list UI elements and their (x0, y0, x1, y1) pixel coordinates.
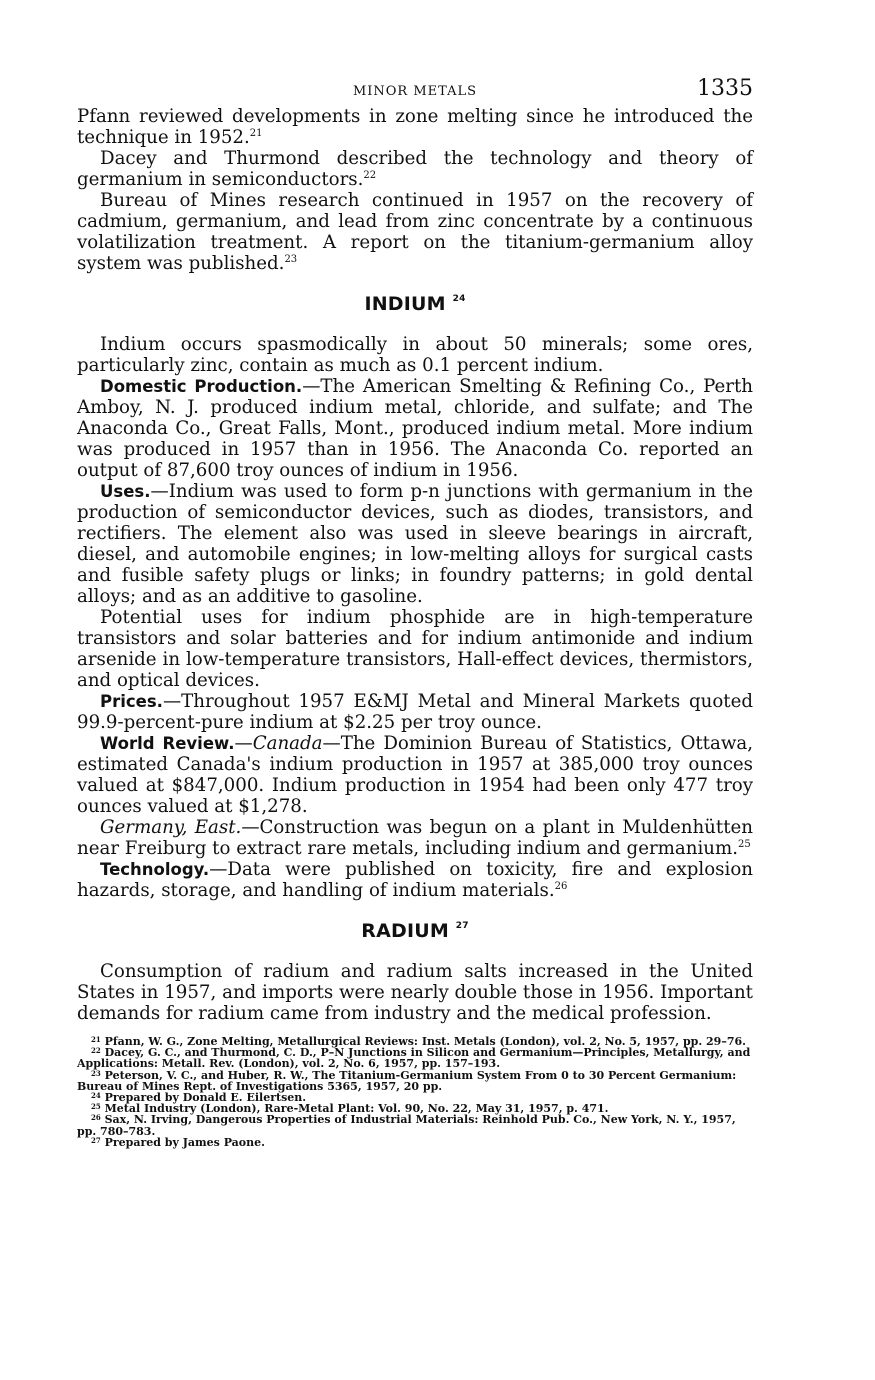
footnote: $^{27}$ Prepared by James Paone. (91, 1135, 265, 1149)
country-label: Canada (252, 733, 323, 754)
run-in-heading: Uses. (100, 482, 151, 501)
footnote: $^{22}$ Dacey, G. C., and Thurmond, C. D., P–N Junctions in Silicon and Germanium—Principles, Metallurgy, and Applications: Metall. Rev. (London), vol. 2, No. 6, 1957, pp. 157–193. (77, 1046, 751, 1071)
paragraph-technology: Technology.—Data were published on toxicity, fire and explosion hazards, storage, and handling of indium materials.$^{26}$ (77, 859, 753, 901)
paragraph-radium-consumption: Consumption of radium and radium salts increased in the United States in 1957, and imports were nearly double those in 1956. Important demands for radium came from industry and the medical profession. (77, 961, 753, 1024)
paragraph-dacey: Dacey and Thurmond described the technology and theory of germanium in semiconductors.$^{22}$ (77, 148, 753, 190)
footnote: $^{21}$ Pfann, W. G., Zone Melting, Metallurgical Reviews: Inst. Metals (London), vol. 2, No. 5, 1957, pp. 29–76. (91, 1035, 746, 1048)
paragraph-germany: Germany, East.—Construction was begun on a plant in Muldenhütten near Freiburg to extract rare metals, including indium and germanium.$^{25}$ (77, 817, 753, 859)
page-number: 1335 (697, 76, 753, 101)
page-content (77, 76, 753, 1148)
footnotes (77, 1036, 753, 1148)
footnote: $^{25}$ Metal Industry (London), Rare-Metal Plant: Vol. 90, No. 22, May 31, 1957, p. 471. (91, 1102, 609, 1116)
footnote-ref: 27 (455, 921, 469, 931)
run-in-heading: World Review. (100, 734, 235, 753)
run-in-heading: Technology. (100, 860, 210, 879)
running-head-title: MINOR METALS (352, 84, 478, 99)
section-heading-indium: INDIUM $^{24}$ (364, 293, 466, 315)
footnote-ref: 26 (554, 881, 568, 892)
paragraph-domestic-production: Domestic Production.—The American Smelting & Refining Co., Perth Amboy, N. J. produced indium metal, chloride, and sulfate; and The Anaconda Co., Great Falls, Mont., produced indium metal. More indium was produced in 1957 than in 1956. The Anaconda Co. reported an output of 87,600 troy ounces of indium in 1956. (77, 376, 753, 481)
paragraph-potential-uses: Potential uses for indium phosphide are in high-temperature transistors and solar batteries and for indium antimonide and indium arsenide in low-temperature transistors, Hall-effect devices, thermistors, and optical devices. (77, 607, 753, 691)
paragraph-prices: Prices.—Throughout 1957 E&MJ Metal and Mineral Markets quoted 99.9-percent-pure indium at $2.25 per troy ounce. (77, 691, 753, 733)
footnote: $^{26}$ Sax, N. Irving, Dangerous Properties of Industrial Materials: Reinhold Pub. Co., New York, N. Y., 1957, pp. 780–783. (77, 1113, 736, 1138)
footnote-ref: 21 (249, 128, 263, 139)
paragraph-indium-occurrence: Indium occurs spasmodically in about 50 minerals; some ores, particularly zinc, contain as much as 0.1 percent indium. (77, 334, 753, 376)
country-label: Germany, East. (100, 817, 242, 838)
paragraph-pfann: Pfann reviewed developments in zone melting since he introduced the technique in 1952.21 (77, 106, 753, 148)
body-text (77, 106, 753, 1024)
running-head (77, 76, 753, 106)
paragraph-world-review: World Review.—Canada—The Dominion Bureau of Statistics, Ottawa, estimated Canada's indium production in 1957 at 385,000 troy ounces valued at $847,000. Indium production in 1954 had been only 477 troy ounces valued at $1,278. (77, 733, 754, 817)
run-in-heading: Prices. (100, 692, 163, 711)
footnote-ref: 23 (284, 254, 298, 265)
paragraph-uses: Uses.—Indium was used to form p-n junctions with germanium in the production of semiconductor devices, such as diodes, transistors, and rectifiers. The element also was used in sleeve bearings in aircraft, diesel, and automobile engines; in low-melting alloys for surgical casts and fusible safety plugs or links; in foundry patterns; in gold dental alloys; and as an additive to gasoline. (77, 481, 753, 607)
footnote: $^{23}$ Peterson, V. C., and Huber, R. W., The Titanium-Germanium System From 0 to 30 Percent Germanium: Bureau of Mines Rept. of Investigations 5365, 1957, 20 pp. (77, 1068, 737, 1093)
paragraph-bureau: Bureau of Mines research continued in 1957 on the recovery of cadmium, germanium, and lead from zinc concentrate by a continuous volatilization treatment. A report on the titanium-germanium alloy system was published.$^{23}$ (77, 190, 753, 274)
section-heading-radium: RADIUM $^{27}$ (361, 920, 469, 942)
footnote: $^{24}$ Prepared by Donald E. Eilertsen. (91, 1091, 307, 1105)
footnote-ref: 24 (452, 294, 466, 304)
footnote-ref: 25 (738, 839, 751, 850)
run-in-heading: Domestic Production. (100, 377, 303, 396)
footnote-ref: 22 (363, 170, 377, 181)
